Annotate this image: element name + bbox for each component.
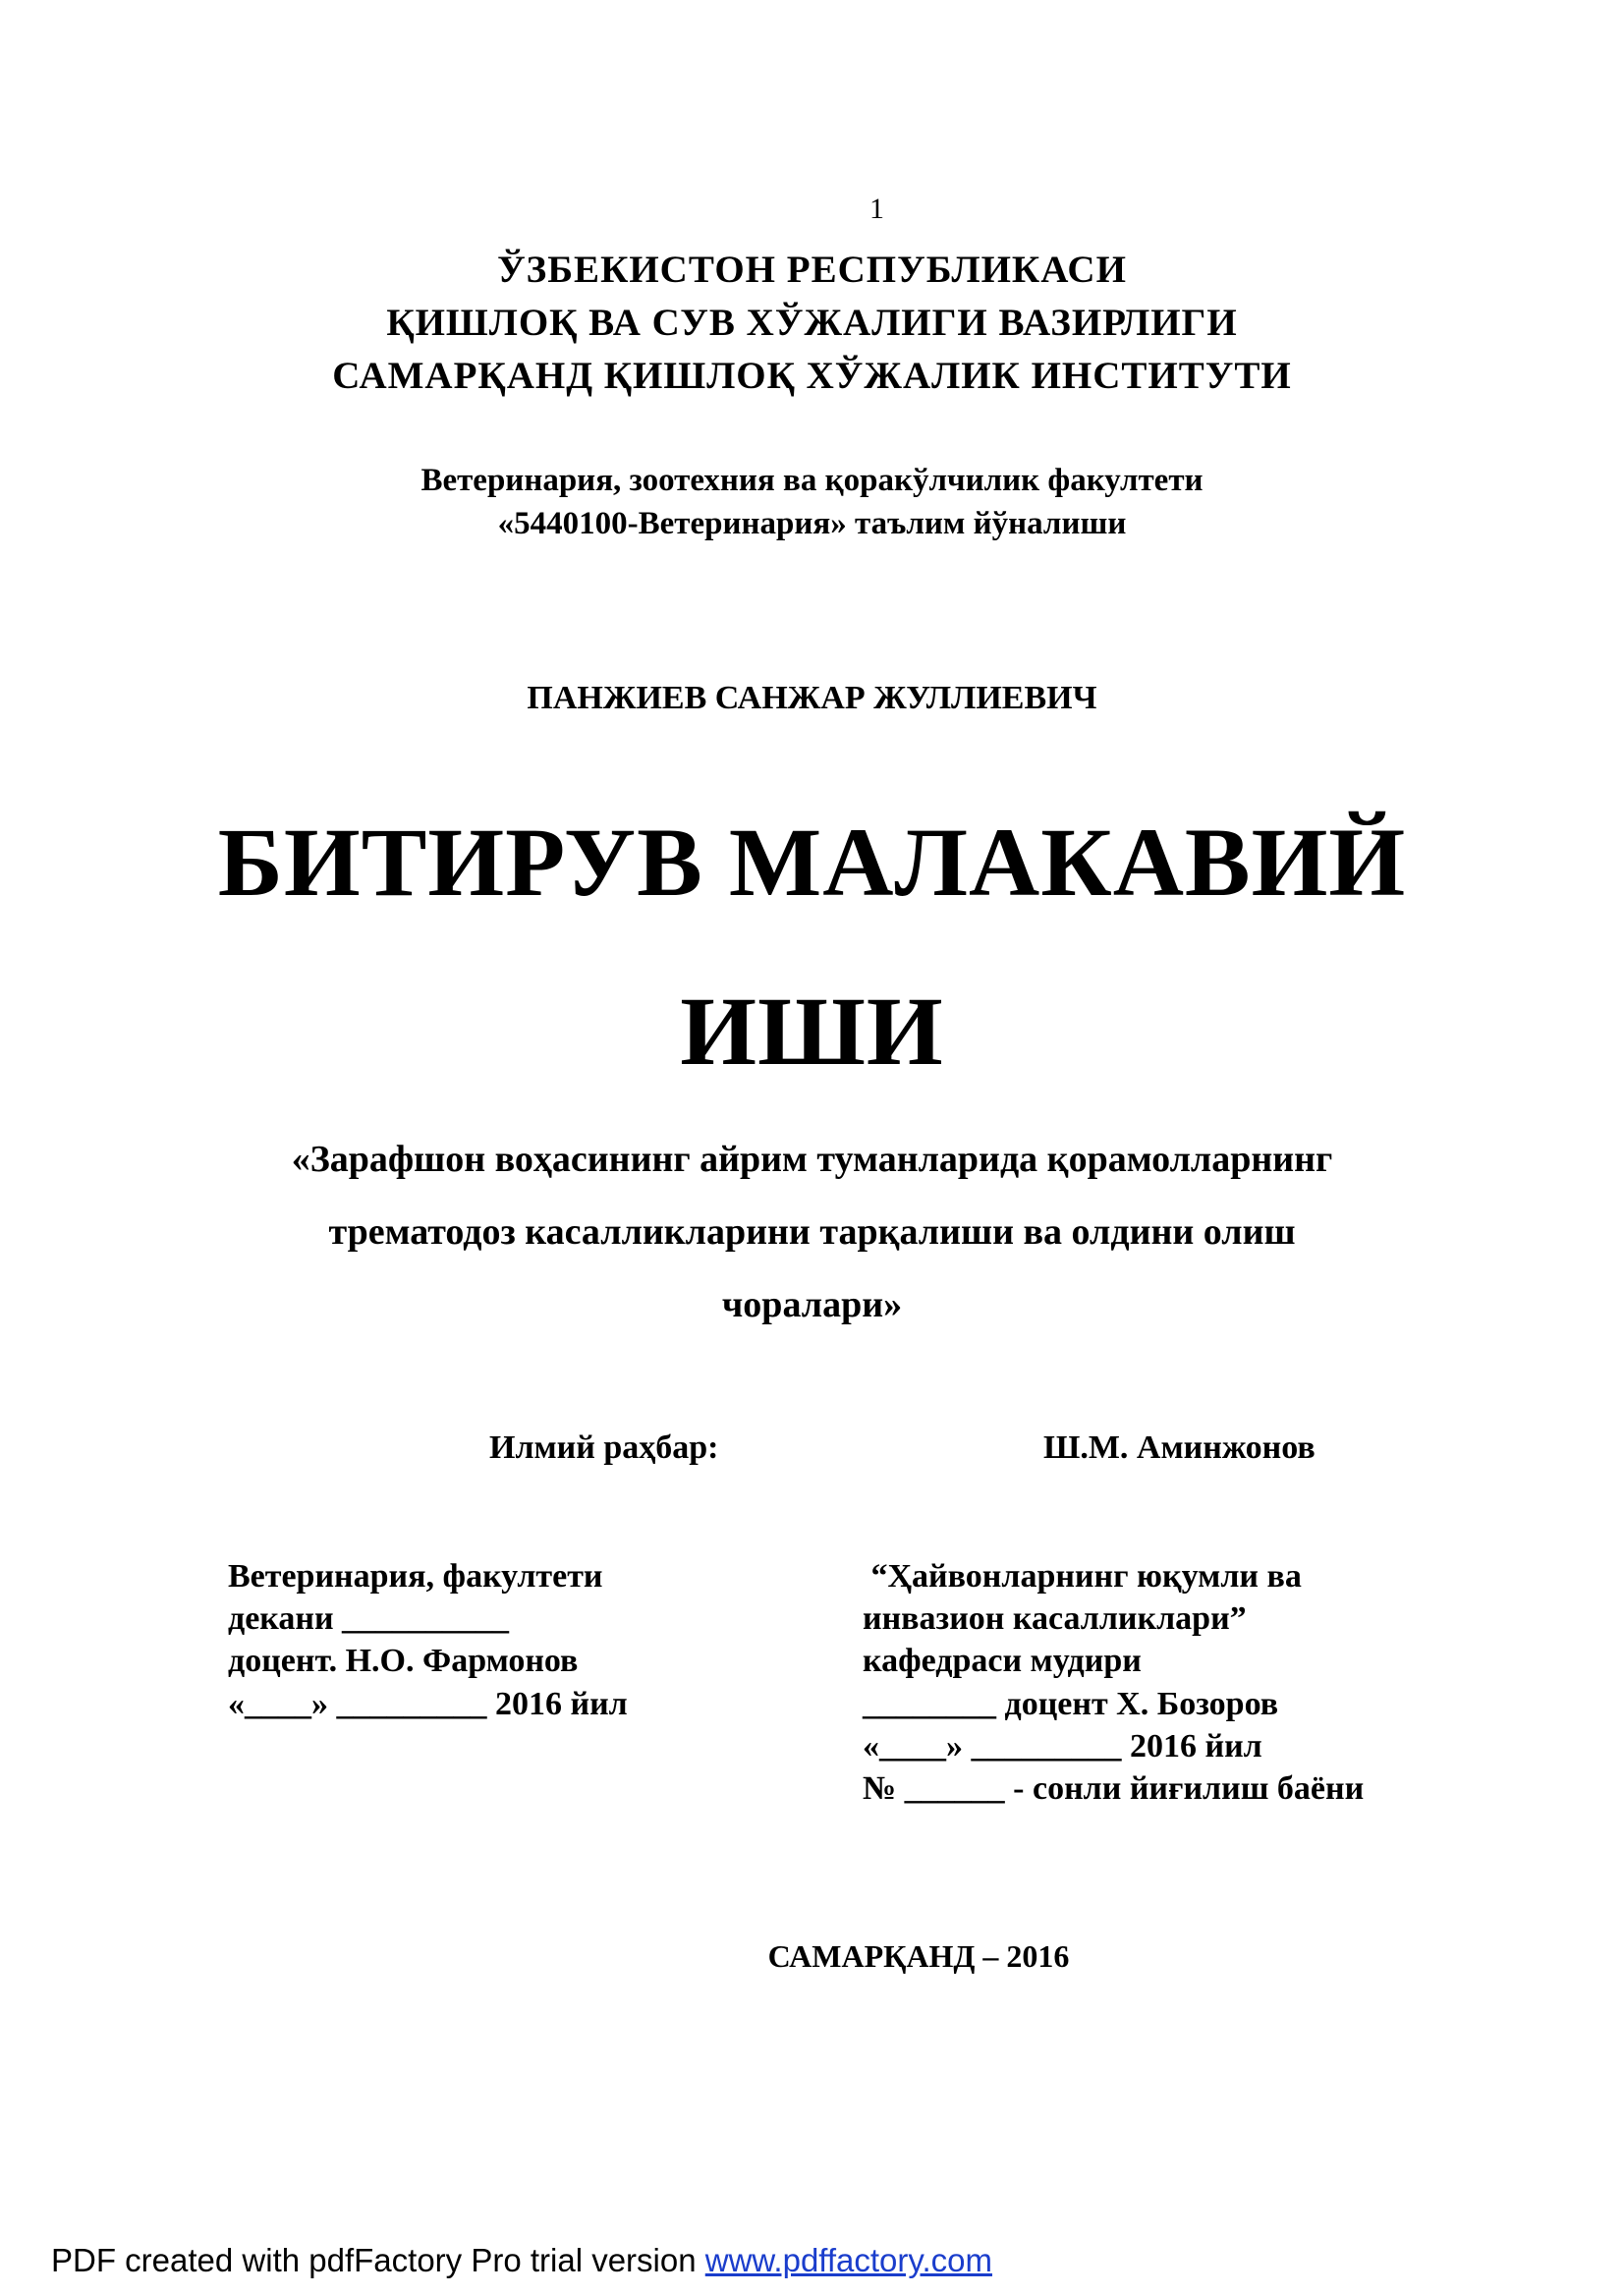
dean-name: доцент. Н.О. Фармонов	[228, 1643, 579, 1679]
topic-line3: чоралари»	[721, 1284, 903, 1325]
header-country: ЎЗБЕКИСТОН РЕСПУБЛИКАСИ	[497, 249, 1127, 291]
thesis-title-line1: БИТИРУВ МАЛАКАВИЙ	[217, 808, 1407, 917]
topic-line1: «Зарафшон воҳасининг айрим туманларида қорамолларнинг	[291, 1139, 1333, 1180]
supervisor-name: Ш.М. Аминжонов	[1043, 1429, 1316, 1466]
department-date: «____» _________ 2016 йил	[863, 1728, 1262, 1764]
department-name-line1: “Ҳайвонларнинг юқумли ва	[863, 1558, 1302, 1595]
author-name: ПАНЖИЕВ САНЖАР ЖУЛЛИЕВИЧ	[527, 680, 1097, 716]
education-direction: «5440100-Ветеринария» таълим йўналиши	[497, 506, 1127, 541]
page-number: 1	[869, 193, 884, 225]
supervisor-label: Илмий раҳбар:	[489, 1429, 719, 1466]
header-ministry: ҚИШЛОҚ ВА СУВ ХЎЖАЛИГИ ВАЗИРЛИГИ	[386, 302, 1238, 344]
pdffactory-link[interactable]: www.pdffactory.com	[704, 2242, 992, 2278]
place-year: САМАРҚАНД – 2016	[767, 1938, 1070, 1974]
faculty-name: Ветеринария, зоотехния ва қоракўлчилик факултети	[420, 463, 1204, 498]
department-head-title: кафедраси мудири	[863, 1643, 1142, 1679]
department-name-line2: инвазион касалликлари”	[863, 1600, 1247, 1637]
thesis-title-line2: ИШИ	[680, 977, 944, 1086]
dean-date: «____» _________ 2016 йил	[228, 1686, 628, 1722]
header-institute: САМАРҚАНД ҚИШЛОҚ ХЎЖАЛИК ИНСТИТУТИ	[332, 355, 1292, 397]
dean-faculty: Ветеринария, факултети	[228, 1558, 603, 1595]
department-head-name: ________ доцент Х. Бозоров	[863, 1686, 1279, 1722]
meeting-protocol: № ______ - сонли йиғилиш баёни	[863, 1770, 1365, 1807]
dean-title: декани __________	[228, 1600, 510, 1637]
pdf-watermark-footer	[51, 2242, 992, 2279]
topic-line2: трематодоз касалликларини тарқалиши ва олдини олиш	[328, 1211, 1296, 1253]
footer-text: PDF created with pdfFactory Pro trial version	[51, 2242, 705, 2278]
